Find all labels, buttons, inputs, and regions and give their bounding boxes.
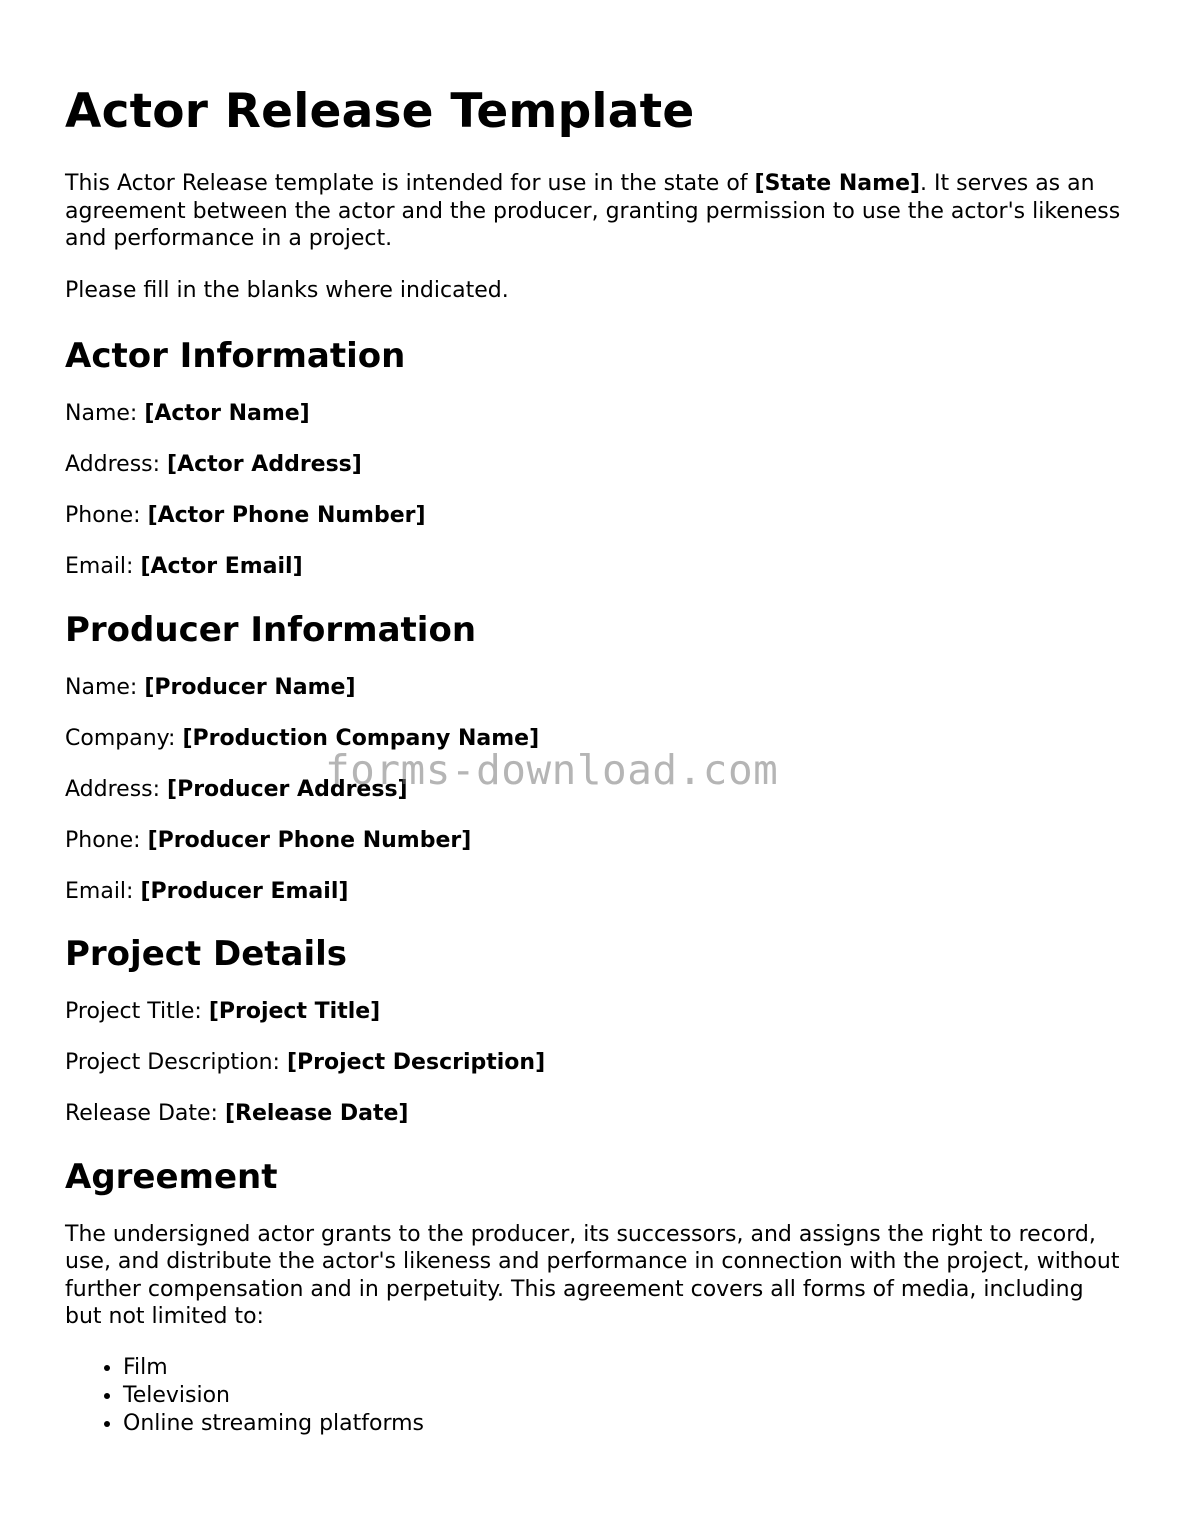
field-placeholder: [Project Title] — [208, 999, 381, 1024]
actor-email-field — [65, 553, 1125, 581]
field-placeholder: [Actor Name] — [144, 401, 310, 426]
intro-text-after: . It serves as an agreement between the actor and the producer, granting permission to use the actor's likeness and performance in a project. — [65, 171, 1121, 251]
release-date-field — [65, 1100, 1125, 1128]
producer-phone-field — [65, 827, 1125, 855]
project-description-field — [65, 1049, 1125, 1077]
field-placeholder: [Production Company Name] — [182, 725, 540, 751]
fill-in-note: Please fill in the blanks where indicated. — [65, 277, 509, 303]
document-title: Actor Release Template — [65, 84, 695, 139]
field-placeholder: [Project Description] — [286, 1050, 546, 1075]
list-item: • Online streaming platforms — [123, 1410, 1125, 1438]
watermark-text: forms-download.com — [325, 746, 779, 794]
field-label: Phone: — [65, 827, 148, 853]
intro-paragraph — [65, 170, 1125, 253]
media-list — [65, 1354, 1125, 1438]
actor-name-field — [65, 400, 1125, 428]
producer-information-heading: Producer Information — [65, 609, 477, 650]
field-label: Name: — [65, 401, 145, 426]
actor-phone-field — [65, 502, 1125, 530]
producer-address-field — [65, 776, 1125, 804]
field-label: Project Title: — [65, 999, 209, 1024]
agreement-paragraph: The undersigned actor grants to the producer, its successors, and assigns the right to record, use, and distribute the actor's likeness and performance in connection with the project, without further compensation and in perpetuity. This agreement covers all forms of media, including but not limited to: — [65, 1221, 1120, 1329]
field-label: Address: — [65, 776, 168, 802]
field-label: Phone: — [65, 503, 148, 528]
field-label: Project Description: — [65, 1050, 287, 1075]
list-item: • Television — [123, 1382, 1125, 1410]
field-placeholder: [Producer Name] — [144, 674, 356, 700]
field-label: Email: — [65, 878, 141, 904]
field-placeholder: [Actor Email] — [140, 554, 303, 579]
field-placeholder: [Producer Phone Number] — [147, 827, 472, 853]
field-placeholder: [Actor Address] — [167, 452, 362, 477]
state-name-placeholder: [State Name] — [754, 171, 921, 196]
producer-company-field — [65, 725, 1125, 753]
field-placeholder: [Producer Email] — [140, 878, 349, 904]
field-label: Email: — [65, 554, 141, 579]
intro-text-before: This Actor Release template is intended for use in the state of — [65, 171, 755, 196]
field-placeholder: [Producer Address] — [167, 776, 408, 802]
project-title-field — [65, 998, 1125, 1026]
field-label: Name: — [65, 674, 145, 700]
project-details-heading: Project Details — [65, 934, 348, 974]
field-placeholder: [Release Date] — [224, 1101, 409, 1126]
producer-email-field — [65, 878, 1125, 906]
actor-information-heading: Actor Information — [65, 336, 406, 376]
list-item: • Film — [123, 1354, 1125, 1382]
field-label: Company: — [65, 725, 183, 751]
actor-address-field — [65, 451, 1125, 479]
producer-name-field — [65, 674, 1125, 702]
agreement-heading: Agreement — [65, 1156, 278, 1197]
field-label: Address: — [65, 452, 168, 477]
document-page — [65, 0, 1125, 1438]
field-label: Release Date: — [65, 1101, 225, 1126]
field-placeholder: [Actor Phone Number] — [147, 503, 426, 528]
